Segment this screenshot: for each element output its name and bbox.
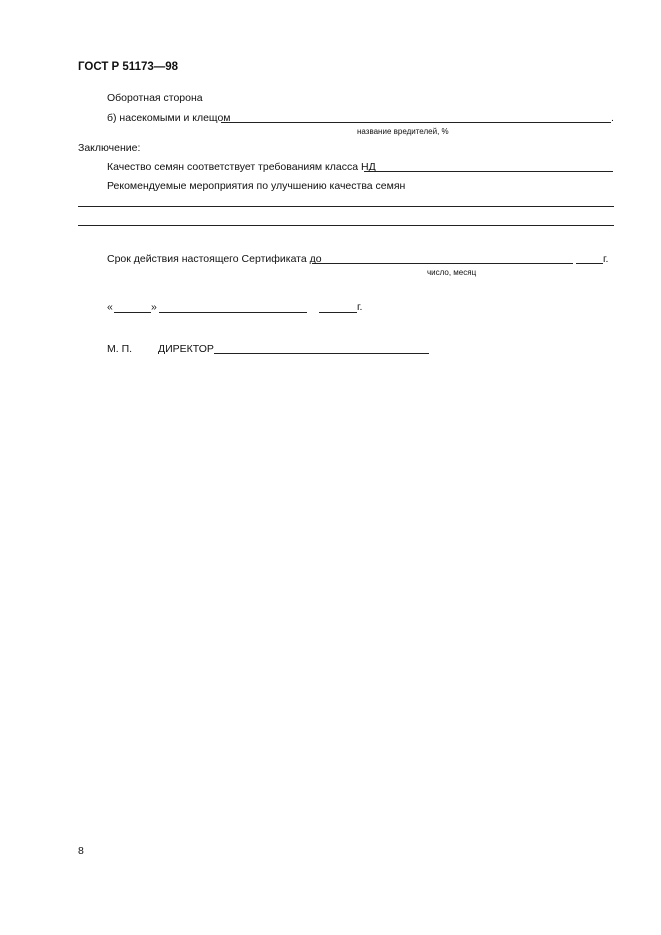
reverse-side-label: Оборотная сторона — [107, 92, 203, 104]
quality-class-input-line[interactable] — [364, 171, 613, 172]
pests-label: б) насекомыми и клещом — [107, 112, 231, 124]
document-code: ГОСТ Р 51173—98 — [78, 61, 179, 73]
validity-date-input-line[interactable] — [312, 263, 573, 264]
quality-label: Качество семян соответствует требованиям класса НД — [107, 161, 376, 173]
director-label: ДИРЕКТОР — [158, 343, 214, 355]
page-number: 8 — [78, 845, 84, 857]
recommendations-label: Рекомендуемые мероприятия по улучшению качества семян — [107, 180, 406, 192]
date-month-input-line[interactable] — [159, 312, 307, 313]
validity-year-input-line[interactable] — [576, 263, 603, 264]
date-year-input-line[interactable] — [319, 312, 357, 313]
validity-year-suffix: г. — [603, 253, 609, 265]
date-close-quote: » — [151, 301, 157, 313]
validity-caption: число, месяц — [427, 268, 477, 277]
pests-caption: название вредителей, % — [357, 127, 449, 136]
pests-input-line[interactable] — [221, 122, 611, 123]
conclusion-label: Заключение: — [78, 142, 141, 154]
date-day-input-line[interactable] — [114, 312, 151, 313]
director-signature-line[interactable] — [214, 353, 429, 354]
recommendations-line-1[interactable] — [78, 206, 614, 207]
date-open-quote: « — [107, 301, 113, 313]
validity-label: Срок действия настоящего Сертификата до — [107, 253, 322, 265]
date-year-suffix: г. — [357, 301, 363, 313]
stamp-label: М. П. — [107, 343, 133, 355]
recommendations-line-2[interactable] — [78, 225, 614, 226]
pests-period: . — [611, 112, 614, 124]
